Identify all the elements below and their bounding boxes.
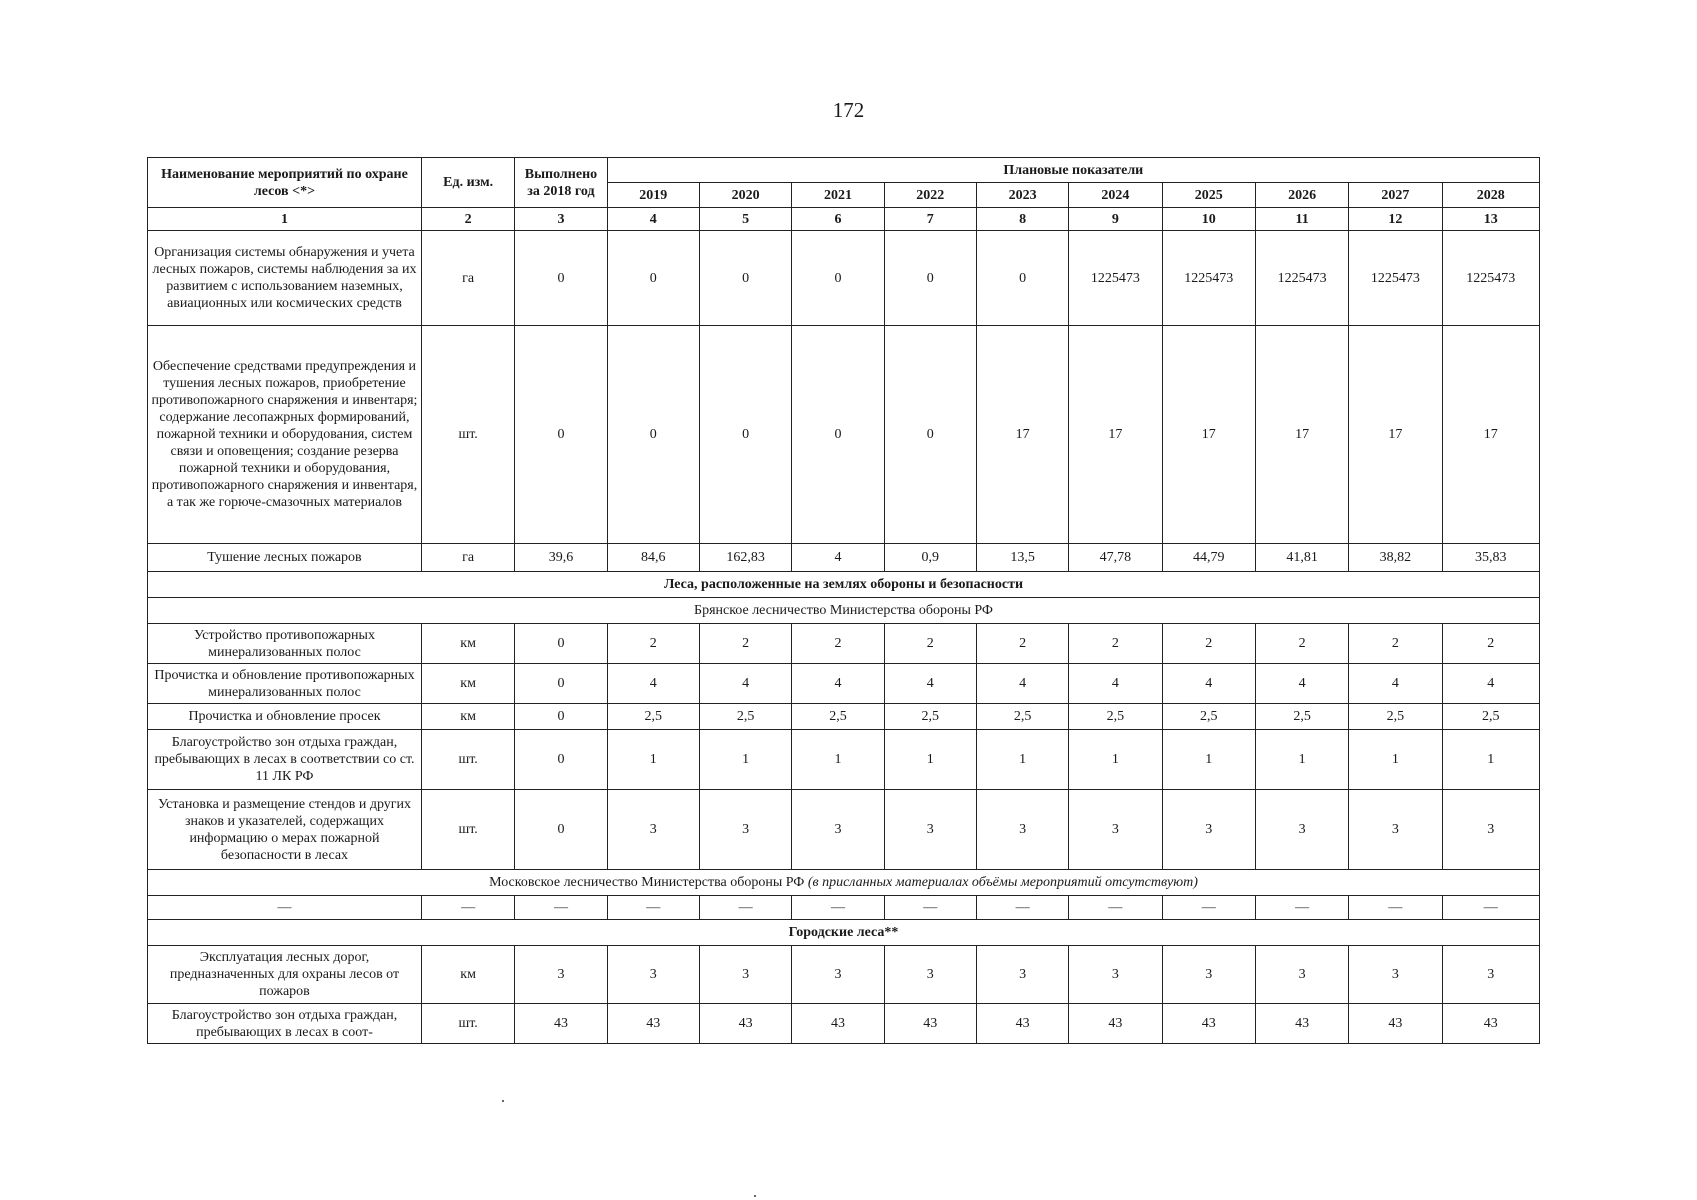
forest-protection-table bbox=[147, 157, 1540, 1044]
value-cell: 4 bbox=[699, 664, 791, 704]
value-cell: 2,5 bbox=[1162, 704, 1255, 730]
value-cell: 2 bbox=[976, 624, 1068, 664]
value-cell: 0 bbox=[699, 326, 791, 544]
value-cell: 43 bbox=[884, 1004, 976, 1044]
column-number: 12 bbox=[1349, 208, 1442, 231]
value-cell: 0 bbox=[792, 231, 884, 326]
value-cell: 0 bbox=[515, 624, 607, 664]
scan-speck bbox=[754, 1195, 756, 1197]
value-cell: 4 bbox=[1069, 664, 1162, 704]
value-cell: 0 bbox=[884, 231, 976, 326]
value-cell: 0 bbox=[699, 231, 791, 326]
value-cell: 3 bbox=[976, 946, 1068, 1004]
value-cell: 2,5 bbox=[1255, 704, 1348, 730]
value-cell: 3 bbox=[1255, 790, 1348, 870]
header-row-1 bbox=[148, 158, 1540, 183]
subsection-moscow-title: Московское лесничество Министерства обороны РФ bbox=[489, 875, 805, 890]
table-row bbox=[148, 544, 1540, 572]
table-row bbox=[148, 231, 1540, 326]
value-cell: 43 bbox=[1162, 1004, 1255, 1044]
subsection-bryansk-title-row bbox=[148, 598, 1540, 624]
value-cell: 3 bbox=[1255, 946, 1348, 1004]
header-year: 2028 bbox=[1442, 183, 1539, 208]
value-cell: 1 bbox=[792, 730, 884, 790]
value-cell: 4 bbox=[1349, 664, 1442, 704]
subsection-moscow-note: (в присланных материалах объёмы мероприятий отсутствуют) bbox=[807, 875, 1198, 890]
header-name: Наименование мероприятий по охране лесов <*> bbox=[148, 158, 422, 208]
value-cell: 3 bbox=[1162, 946, 1255, 1004]
column-number: 6 bbox=[792, 208, 884, 231]
table-row bbox=[148, 326, 1540, 544]
dash-cell: — bbox=[1255, 896, 1348, 920]
value-cell: 1225473 bbox=[1069, 231, 1162, 326]
column-number: 13 bbox=[1442, 208, 1539, 231]
value-cell: 17 bbox=[1069, 326, 1162, 544]
value-cell: 0 bbox=[515, 704, 607, 730]
value-cell: 1225473 bbox=[1442, 231, 1539, 326]
dash-cell: — bbox=[1442, 896, 1539, 920]
value-cell: 4 bbox=[1442, 664, 1539, 704]
value-cell: 41,81 bbox=[1255, 544, 1348, 572]
value-cell: 1 bbox=[1255, 730, 1348, 790]
header-year: 2019 bbox=[607, 183, 699, 208]
value-cell: 2,5 bbox=[884, 704, 976, 730]
dash-cell: — bbox=[421, 896, 514, 920]
value-cell: 17 bbox=[1349, 326, 1442, 544]
activity-name: Тушение лесных пожаров bbox=[148, 544, 422, 572]
value-cell: 84,6 bbox=[607, 544, 699, 572]
value-cell: 13,5 bbox=[976, 544, 1068, 572]
column-number: 7 bbox=[884, 208, 976, 231]
table-row bbox=[148, 664, 1540, 704]
value-cell: 1 bbox=[884, 730, 976, 790]
value-cell: 4 bbox=[792, 664, 884, 704]
value-cell: 2,5 bbox=[1442, 704, 1539, 730]
value-cell: 43 bbox=[1069, 1004, 1162, 1044]
unit-cell: км bbox=[421, 664, 514, 704]
value-cell: 43 bbox=[792, 1004, 884, 1044]
subsection-moscow bbox=[148, 870, 1540, 896]
value-cell: 0 bbox=[607, 326, 699, 544]
dash-cell: — bbox=[607, 896, 699, 920]
value-cell: 1 bbox=[1162, 730, 1255, 790]
header-year: 2023 bbox=[976, 183, 1068, 208]
dash-cell: — bbox=[884, 896, 976, 920]
activity-name: Прочистка и обновление противопожарных минерализованных полос bbox=[148, 664, 422, 704]
table-row bbox=[148, 704, 1540, 730]
value-cell: 1225473 bbox=[1255, 231, 1348, 326]
value-cell: 0 bbox=[515, 664, 607, 704]
value-cell: 2,5 bbox=[1069, 704, 1162, 730]
header-done: Выполнено за 2018 год bbox=[515, 158, 607, 208]
header-planned: Плановые показатели bbox=[607, 158, 1539, 183]
value-cell: 3 bbox=[1069, 790, 1162, 870]
value-cell: 4 bbox=[1255, 664, 1348, 704]
section-defense-title: Леса, расположенные на землях обороны и безопасности bbox=[148, 572, 1540, 598]
value-cell: 3 bbox=[976, 790, 1068, 870]
column-number: 5 bbox=[699, 208, 791, 231]
value-cell: 3 bbox=[1442, 946, 1539, 1004]
value-cell: 2,5 bbox=[1349, 704, 1442, 730]
scan-speck bbox=[502, 1100, 504, 1102]
unit-cell: км bbox=[421, 946, 514, 1004]
value-cell: 2 bbox=[1349, 624, 1442, 664]
value-cell: 0 bbox=[515, 231, 607, 326]
header-year: 2020 bbox=[699, 183, 791, 208]
value-cell: 35,83 bbox=[1442, 544, 1539, 572]
column-numbers-row bbox=[148, 208, 1540, 231]
empty-dash-row bbox=[148, 896, 1540, 920]
value-cell: 0 bbox=[884, 326, 976, 544]
table-row bbox=[148, 624, 1540, 664]
value-cell: 47,78 bbox=[1069, 544, 1162, 572]
value-cell: 39,6 bbox=[515, 544, 607, 572]
table-row bbox=[148, 730, 1540, 790]
value-cell: 0 bbox=[515, 326, 607, 544]
value-cell: 2 bbox=[699, 624, 791, 664]
value-cell: 4 bbox=[1162, 664, 1255, 704]
value-cell: 4 bbox=[884, 664, 976, 704]
value-cell: 4 bbox=[976, 664, 1068, 704]
header-year: 2021 bbox=[792, 183, 884, 208]
value-cell: 0 bbox=[792, 326, 884, 544]
value-cell: 162,83 bbox=[699, 544, 791, 572]
value-cell: 0,9 bbox=[884, 544, 976, 572]
value-cell: 3 bbox=[515, 946, 607, 1004]
page-number: 172 bbox=[832, 98, 865, 122]
value-cell: 17 bbox=[1442, 326, 1539, 544]
value-cell: 1 bbox=[976, 730, 1068, 790]
unit-cell: га bbox=[421, 231, 514, 326]
dash-cell: — bbox=[976, 896, 1068, 920]
unit-cell: км bbox=[421, 624, 514, 664]
value-cell: 43 bbox=[976, 1004, 1068, 1044]
column-number: 10 bbox=[1162, 208, 1255, 231]
value-cell: 2 bbox=[1442, 624, 1539, 664]
value-cell: 1 bbox=[1442, 730, 1539, 790]
dash-cell: — bbox=[1069, 896, 1162, 920]
dash-cell: — bbox=[792, 896, 884, 920]
table-row bbox=[148, 1004, 1540, 1044]
value-cell: 2 bbox=[1162, 624, 1255, 664]
value-cell: 3 bbox=[884, 790, 976, 870]
table-row bbox=[148, 790, 1540, 870]
subsection-bryansk-title: Брянское лесничество Министерства обороны РФ bbox=[148, 598, 1540, 624]
value-cell: 2,5 bbox=[699, 704, 791, 730]
header-year: 2027 bbox=[1349, 183, 1442, 208]
value-cell: 1225473 bbox=[1349, 231, 1442, 326]
dash-cell: — bbox=[1349, 896, 1442, 920]
value-cell: 43 bbox=[515, 1004, 607, 1044]
value-cell: 17 bbox=[1255, 326, 1348, 544]
section-city-title: Городские леса** bbox=[148, 920, 1540, 946]
activity-name: Устройство противопожарных минерализованных полос bbox=[148, 624, 422, 664]
value-cell: 4 bbox=[792, 544, 884, 572]
activity-name: Организация системы обнаружения и учета лесных пожаров, системы наблюдения за их развитием с использованием наземных, авиационных или космических средств bbox=[148, 231, 422, 326]
value-cell: 3 bbox=[607, 790, 699, 870]
unit-cell: шт. bbox=[421, 730, 514, 790]
dash-cell: — bbox=[148, 896, 422, 920]
table-row bbox=[148, 946, 1540, 1004]
dash-cell: — bbox=[699, 896, 791, 920]
dash-cell: — bbox=[515, 896, 607, 920]
activity-name: Прочистка и обновление просек bbox=[148, 704, 422, 730]
value-cell: 0 bbox=[515, 730, 607, 790]
value-cell: 43 bbox=[699, 1004, 791, 1044]
value-cell: 0 bbox=[515, 790, 607, 870]
section-city-title-row bbox=[148, 920, 1540, 946]
value-cell: 3 bbox=[1442, 790, 1539, 870]
column-number: 4 bbox=[607, 208, 699, 231]
column-number: 9 bbox=[1069, 208, 1162, 231]
unit-cell: га bbox=[421, 544, 514, 572]
value-cell: 1 bbox=[1349, 730, 1442, 790]
value-cell: 3 bbox=[699, 946, 791, 1004]
activity-name: Установка и размещение стендов и других знаков и указателей, содержащих информацию о мерах пожарной безопасности в лесах bbox=[148, 790, 422, 870]
value-cell: 2 bbox=[1069, 624, 1162, 664]
value-cell: 2 bbox=[607, 624, 699, 664]
value-cell: 4 bbox=[607, 664, 699, 704]
value-cell: 2 bbox=[792, 624, 884, 664]
value-cell: 2 bbox=[1255, 624, 1348, 664]
value-cell: 0 bbox=[607, 231, 699, 326]
activity-name: Эксплуатация лесных дорог, предназначенных для охраны лесов от пожаров bbox=[148, 946, 422, 1004]
value-cell: 3 bbox=[792, 946, 884, 1004]
value-cell: 2,5 bbox=[607, 704, 699, 730]
activity-name: Благоустройство зон отдыха граждан, пребывающих в лесах в соот- bbox=[148, 1004, 422, 1044]
column-number: 3 bbox=[515, 208, 607, 231]
value-cell: 3 bbox=[1349, 790, 1442, 870]
value-cell: 44,79 bbox=[1162, 544, 1255, 572]
value-cell: 3 bbox=[1162, 790, 1255, 870]
header-year: 2025 bbox=[1162, 183, 1255, 208]
value-cell: 3 bbox=[1349, 946, 1442, 1004]
value-cell: 2,5 bbox=[792, 704, 884, 730]
value-cell: 2 bbox=[884, 624, 976, 664]
unit-cell: шт. bbox=[421, 1004, 514, 1044]
value-cell: 3 bbox=[607, 946, 699, 1004]
value-cell: 1 bbox=[699, 730, 791, 790]
value-cell: 0 bbox=[976, 231, 1068, 326]
activity-name: Обеспечение средствами предупреждения и тушения лесных пожаров, приобретение противопожарного снаряжения и инвентаря; содержание лесопажрных формирований, пожарной техники и оборудования, систем связи и оповещения; создание резерва пожарной техники и оборудования, противопожарного снаряжения и инвентаря, а так же горюче-смазочных материалов bbox=[148, 326, 422, 544]
header-year: 2024 bbox=[1069, 183, 1162, 208]
value-cell: 43 bbox=[1442, 1004, 1539, 1044]
dash-cell: — bbox=[1162, 896, 1255, 920]
column-number: 1 bbox=[148, 208, 422, 231]
value-cell: 1225473 bbox=[1162, 231, 1255, 326]
unit-cell: шт. bbox=[421, 326, 514, 544]
header-year: 2022 bbox=[884, 183, 976, 208]
section-defense-title-row bbox=[148, 572, 1540, 598]
unit-cell: км bbox=[421, 704, 514, 730]
column-number: 2 bbox=[421, 208, 514, 231]
value-cell: 3 bbox=[884, 946, 976, 1004]
value-cell: 43 bbox=[1255, 1004, 1348, 1044]
value-cell: 3 bbox=[1069, 946, 1162, 1004]
subsection-moscow-row bbox=[148, 870, 1540, 896]
value-cell: 3 bbox=[699, 790, 791, 870]
value-cell: 17 bbox=[1162, 326, 1255, 544]
value-cell: 43 bbox=[607, 1004, 699, 1044]
value-cell: 3 bbox=[792, 790, 884, 870]
activity-name: Благоустройство зон отдыха граждан, пребывающих в лесах в соответствии со ст. 11 ЛК РФ bbox=[148, 730, 422, 790]
column-number: 8 bbox=[976, 208, 1068, 231]
unit-cell: шт. bbox=[421, 790, 514, 870]
value-cell: 2,5 bbox=[976, 704, 1068, 730]
value-cell: 1 bbox=[1069, 730, 1162, 790]
value-cell: 43 bbox=[1349, 1004, 1442, 1044]
value-cell: 17 bbox=[976, 326, 1068, 544]
value-cell: 38,82 bbox=[1349, 544, 1442, 572]
column-number: 11 bbox=[1255, 208, 1348, 231]
value-cell: 1 bbox=[607, 730, 699, 790]
header-year: 2026 bbox=[1255, 183, 1348, 208]
header-unit: Ед. изм. bbox=[421, 158, 514, 208]
